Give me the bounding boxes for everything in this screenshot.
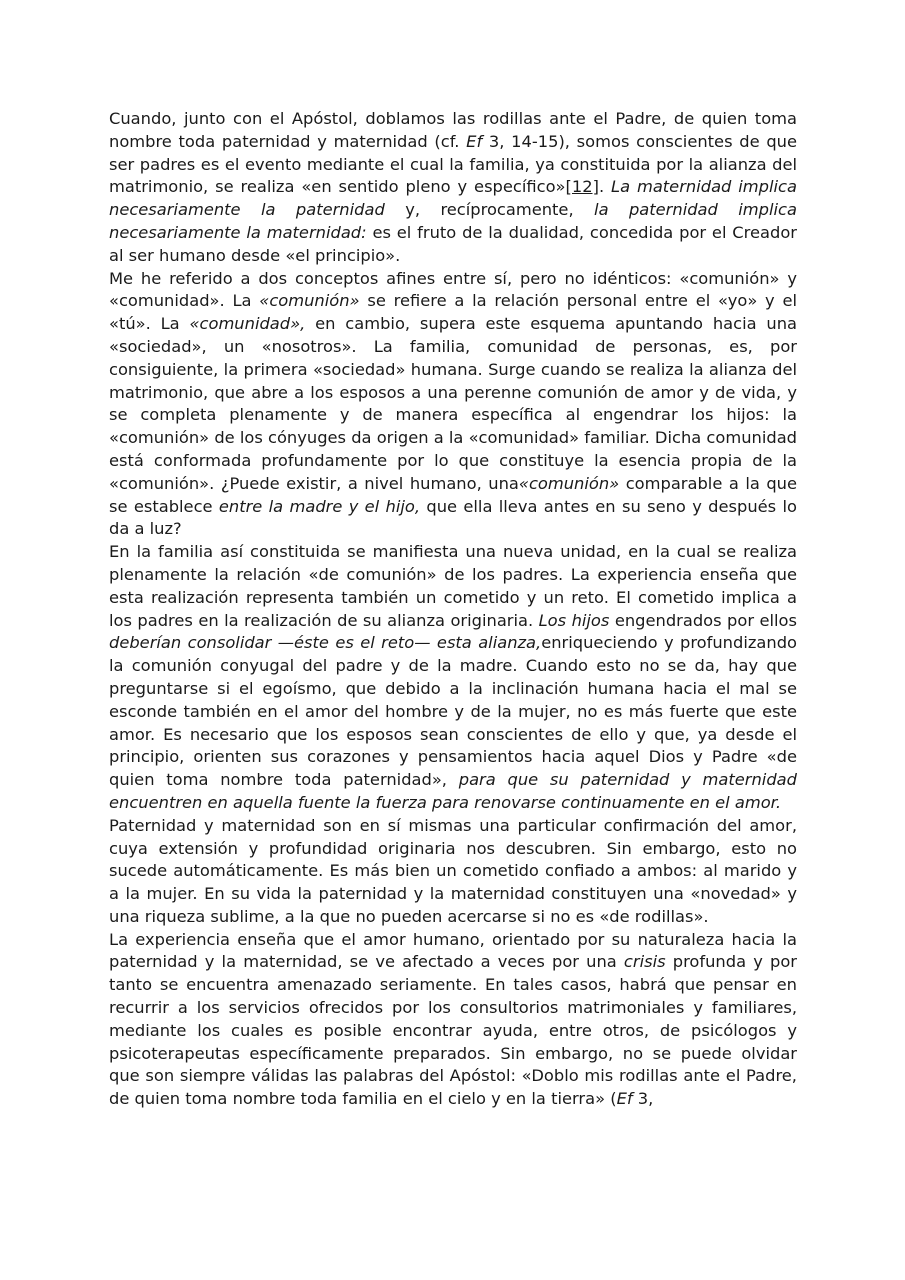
italic-text: entre la madre y el hijo, bbox=[218, 496, 421, 516]
text-run: Paternidad y maternidad son en sí mismas una particular confirmación del amor, cuya extensión y profundidad originaria nos descubren. Sin embargo, esto no sucede automáticamente. Es más bien un cometido confiado a ambos: al marido y a la mujer. En su vida la paternidad y la maternidad constituyen una «novedad» y una riqueza sublime, a la que no pueden acercarse si no es «de rodillas». bbox=[109, 815, 797, 926]
text-run: engendrados por ellos bbox=[609, 610, 797, 630]
italic-text: Los hijos bbox=[538, 610, 610, 630]
text-run: La experiencia enseña que el amor humano, orientado por su naturaleza hacia la paternidad y la maternidad, se ve afectado a veces por una bbox=[109, 929, 797, 972]
text-run: enriqueciendo y profundizando la comunión conyugal del padre y de la madre. Cuando esto no se da, hay que preguntarse si el egoísmo, que debido a la inclinación humana hacia el mal se esconde también en el amor del hombre y de la mujer, no es más fuerte que este amor. Es necesario que los esposos sean conscientes de ello y que, ya desde el principio, orienten sus corazones y pensamientos hacia aquel Dios y Padre «de quien toma nombre toda paternidad», bbox=[109, 633, 797, 790]
text-run: Me he referido a dos conceptos afines entre sí, pero no idénticos: «comunión» y «comunidad». La bbox=[109, 268, 797, 311]
italic-text: «comunión» bbox=[259, 291, 360, 311]
italic-text: la paternidad implica necesariamente la maternidad: bbox=[109, 200, 797, 242]
paragraph bbox=[109, 815, 797, 929]
paragraph bbox=[109, 929, 797, 1111]
text-run: en cambio, supera este esquema apuntando hacia una «sociedad», un «nosotros». La familia, comunidad de personas, es, por consiguiente, la primera «sociedad» humana. Surge cuando se realiza la alianza del matrimonio, que abre a los esposos a una perenne comunión de amor y de vida, y se completa plenamente y de manera específica al engendrar los hijos: la «comunión» de los cónyuges da origen a la «comunidad» familiar. Dicha comunidad está conformada profundamente por lo que constituye la esencia propia de la «comunión». ¿Puede existir, a nivel humano, una bbox=[109, 314, 797, 493]
paragraph bbox=[109, 268, 797, 542]
footnote-link[interactable]: [12] bbox=[565, 177, 599, 197]
italic-text: «comunidad», bbox=[189, 314, 306, 334]
text-run: se refiere a la relación personal entre el «yo» y el «tú». La bbox=[109, 291, 797, 334]
text-run: En la familia así constituida se manifiesta una nueva unidad, en la cual se realiza plenamente la relación «de comunión» de los padres. La experiencia enseña que esta realización representa también un cometido y un reto. El cometido implica a los padres en la realización de su alianza originaria. bbox=[109, 542, 797, 630]
italic-text: Ef bbox=[466, 131, 483, 151]
text-run: . bbox=[598, 177, 612, 197]
italic-text: Ef bbox=[616, 1089, 633, 1109]
text-run: comparable a la que se establece bbox=[109, 473, 797, 516]
text-run: Cuando, junto con el Apóstol, doblamos las rodillas ante el Padre, de quien toma nombre toda paternidad y maternidad (cf. bbox=[109, 109, 797, 151]
text-run: que ella lleva antes en su seno y después lo da a luz? bbox=[109, 496, 797, 539]
text-run: y, recíprocamente, bbox=[384, 200, 595, 220]
italic-text: La maternidad implica necesariamente la paternidad bbox=[109, 177, 797, 220]
italic-text: deberían consolidar —éste es el reto— esta alianza, bbox=[109, 633, 542, 653]
text-run: profunda y por tanto se encuentra amenazado seriamente. En tales casos, habrá que pensar en recurrir a los servicios ofrecidos por los consultorios matrimoniales y familiares, mediante los cuales es posible encontrar ayuda, entre otros, de psicólogos y psicoterapeutas específicamente preparados. Sin embargo, no se puede olvidar que son siempre válidas las palabras del Apóstol: «Doblo mis rodillas ante el Padre, de quien toma nombre toda familia en el cielo y en la tierra» ( bbox=[109, 952, 797, 1109]
paragraph bbox=[109, 108, 797, 268]
italic-text: para que su paternidad y maternidad encuentren en aquella fuente la fuerza para renovarse continuamente en el amor. bbox=[109, 770, 797, 812]
document-page bbox=[109, 108, 797, 1111]
text-run: 3, 14-15), somos conscientes de que ser padres es el evento mediante el cual la familia, ya constituida por la alianza del matrimonio, se realiza «en sentido pleno y específico» bbox=[109, 131, 797, 197]
text-run: es el fruto de la dualidad, concedida por el Creador al ser humano desde «el principio». bbox=[109, 222, 797, 265]
paragraph bbox=[109, 541, 797, 815]
text-run: 3, bbox=[632, 1089, 654, 1109]
italic-text: «comunión» bbox=[518, 473, 620, 493]
italic-text: crisis bbox=[623, 952, 666, 972]
